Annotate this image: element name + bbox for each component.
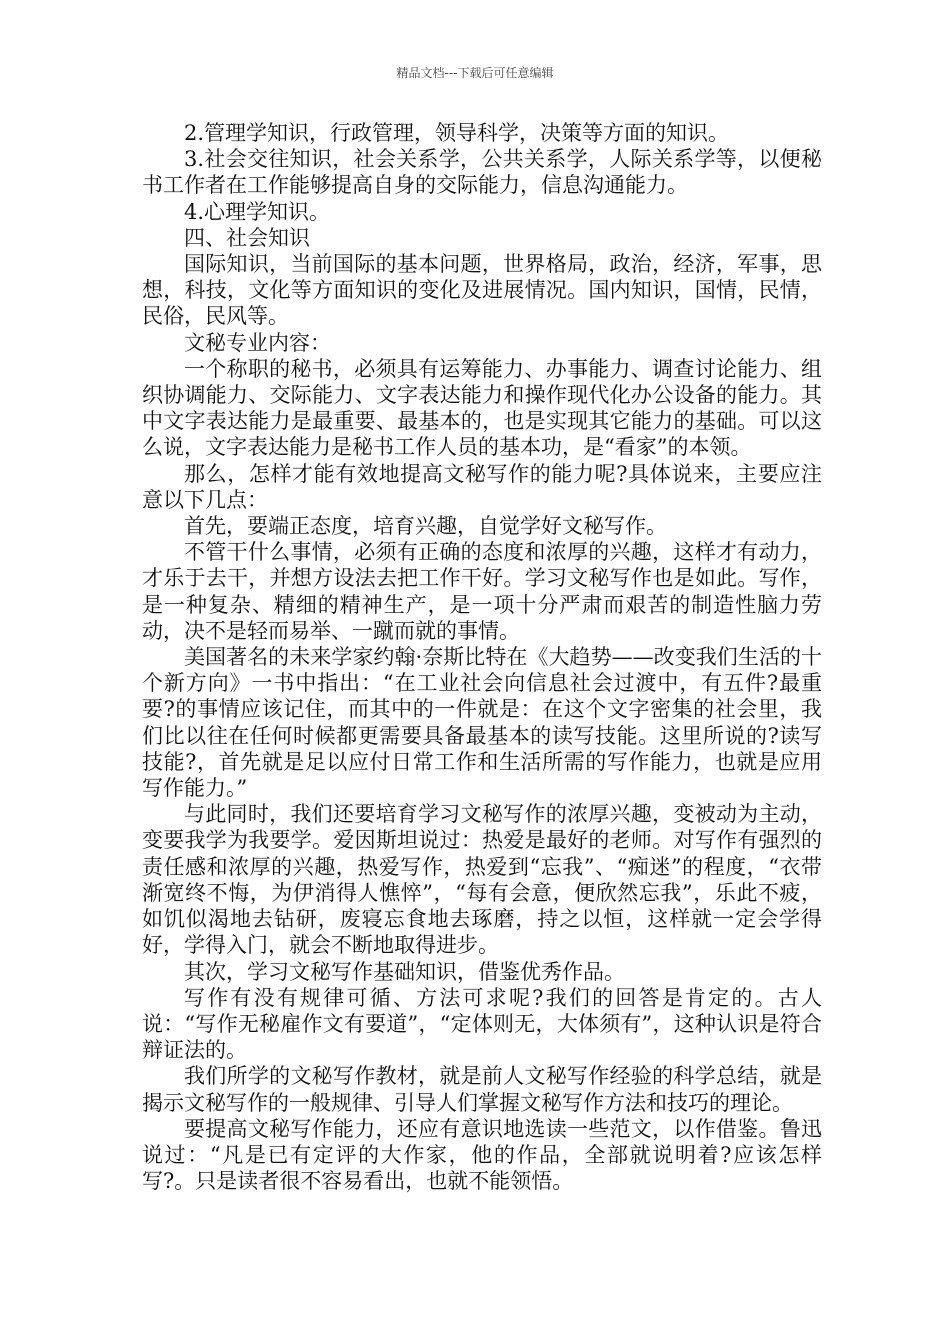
- paragraph: 4.心理学知识。: [184, 199, 331, 224]
- paragraph: 文秘专业内容：: [184, 330, 331, 355]
- paragraph: 与此同时，我们还要培育学习文秘写作的浓厚兴趣，变被动为主动，变要我学为我要学。爱因斯坦说过：热爱是最好的老师。对写作有强烈的责任感和浓厚的兴趣，热爱写作，热爱到“忘我”、“痴迷”的程度，“衣带渐宽终不悔，为伊消得人憔悴”，“每有会意，便欣然忘我”，乐此不疲，如饥似渴地去钻研，废寝忘食地去琢磨，持之以恒，这样就一定会学得好，学得入门，就会不断地取得进步。: [142, 802, 822, 958]
- paragraph: 其次，学习文秘写作基础知识，借鉴优秀作品。: [184, 959, 625, 984]
- paragraph: 美国著名的未来学家约翰·奈斯比特在《大趋势——改变我们生活的十个新方向》一书中指出：“在工业社会向信息社会过渡中，有五件?最重要?的事情应该记住，而其中的一件就是：在这个文字密集的社会里，我们比以往在任何时候都更需要具备最基本的读写技能。这里所说的?读写技能?，首先就是足以应付日常工作和生活所需的写作能力，也就是应用写作能力。”: [142, 645, 822, 801]
- paragraph: 国际知识，当前国际的基本问题，世界格局，政治，经济，军事，思想，科技，文化等方面知识的变化及进展情况。国内知识，国情，民情，民俗，民风等。: [142, 252, 822, 329]
- paragraph: 首先，要端正态度，培育兴趣，自觉学好文秘写作。: [184, 514, 667, 539]
- paragraph: 不管干什么事情，必须有正确的态度和浓厚的兴趣，这样才有动力，才乐于去干，并想方设法去把工作干好。学习文秘写作也是如此。写作，是一种复杂、精细的精神生产，是一项十分严肃而艰苦的制造性脑力劳动，决不是轻而易举、一蹴而就的事情。: [142, 540, 822, 643]
- paragraph: 要提高文秘写作能力，还应有意识地选读一些范文，以作借鉴。鲁迅说过：“凡是已有定评的大作家，他的作品，全部就说明着?应该怎样写?。只是读者很不容易看出，也就不能领悟。: [142, 1116, 822, 1194]
- paragraph: 2.管理学知识，行政管理，领导科学，决策等方面的知识。: [184, 121, 730, 145]
- document-body: [142, 120, 822, 1194]
- page-header: 精品文档---下载后可任意编辑: [396, 66, 554, 80]
- paragraph: 一个称职的秘书，必须具有运筹能力、办事能力、调查讨论能力、组织协调能力、交际能力、文字表达能力和操作现代化办公设备的能力。其中文字表达能力是最重要、最基本的，也是实现其它能力的基础。可以这么说，文字表达能力是秘书工作人员的基本功，是“看家”的本领。: [142, 356, 822, 460]
- section-heading: 四、社会知识: [184, 225, 310, 250]
- paragraph: 那么，怎样才能有效地提高文秘写作的能力呢?具体说来，主要应注意以下几点：: [142, 461, 822, 512]
- paragraph: 我们所学的文秘写作教材，就是前人文秘写作经验的科学总结，就是揭示文秘写作的一般规律、引导人们掌握文秘写作方法和技巧的理论。: [142, 1064, 822, 1115]
- paragraph: 写作有没有规律可循、方法可求呢?我们的回答是肯定的。古人说：“写作无秘雇作文有要道”，“定体则无，大体须有”，这种认识是符合辩证法的。: [142, 985, 822, 1063]
- paragraph: 3.社会交往知识，社会关系学，公共关系学，人际关系学等，以便秘书工作者在工作能够提高自身的交际能力，信息沟通能力。: [142, 147, 822, 198]
